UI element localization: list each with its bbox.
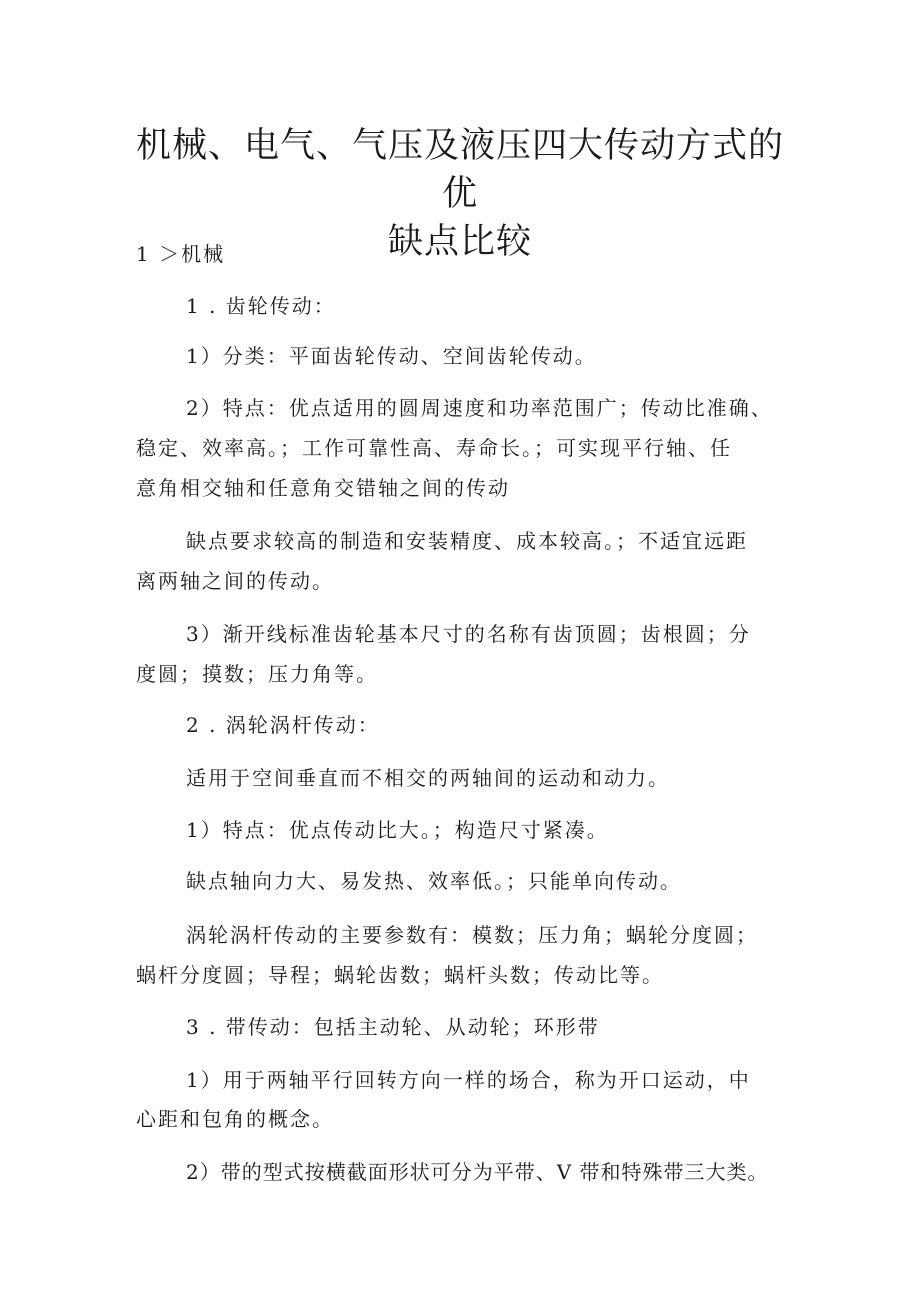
text-line: 涡轮涡杆传动的主要参数有：模数；压力角；蜗轮分度圆； <box>186 923 758 947</box>
text-line: 缺点要求较高的制造和安装精度、成本较高。；不适宜远距 <box>186 529 748 553</box>
text-line: 意角相交轴和任意角交错轴之间的传动 <box>136 476 510 500</box>
text-line: 2）带的型式按横截面形状可分为平带、V 带和特殊带三大类。 <box>186 1160 769 1184</box>
text-line: 度圆；摸数；压力角等。 <box>136 662 378 686</box>
text-line: 稳定、效率高。；工作可靠性高、寿命长。；可实现平行轴、任 <box>136 436 732 460</box>
text-line: 适用于空间垂直而不相交的两轴间的运动和动力。 <box>186 766 670 790</box>
text-line: 缺点轴向力大、易发热、效率低。；只能单向传动。 <box>186 869 682 893</box>
text-line: 离两轴之间的传动。 <box>136 569 334 593</box>
text-line: 1 ＞机械 <box>136 242 226 266</box>
text-line: 3）渐开线标准齿轮基本尺寸的名称有齿顶圆；齿根圆；分 <box>186 622 751 646</box>
text-line: 1）分类：平面齿轮传动、空间齿轮传动。 <box>186 344 597 368</box>
text-line: 1 . 齿轮传动： <box>186 294 336 318</box>
text-line: 2 . 涡轮涡杆传动： <box>186 713 380 737</box>
title-line-1: 机械、电气、气压及液压四大传动方式的优 <box>135 126 784 214</box>
text-line: 3 . 带传动：包括主动轮、从动轮；环形带 <box>186 1015 600 1039</box>
text-line: 2）特点：优点适用的圆周速度和功率范围广；传动比准确、 <box>186 396 773 420</box>
text-line: 1）用于两轴平行回转方向一样的场合，称为开口运动，中 <box>186 1068 751 1092</box>
text-line: 蜗杆分度圆；导程；蜗轮齿数；蜗杆头数；传动比等。 <box>136 963 664 987</box>
text-line: 1）特点：优点传动比大。；构造尺寸紧凑。 <box>186 818 609 842</box>
title-line-2: 缺点比较 <box>387 222 532 262</box>
text-line: 心距和包角的概念。 <box>136 1107 334 1131</box>
